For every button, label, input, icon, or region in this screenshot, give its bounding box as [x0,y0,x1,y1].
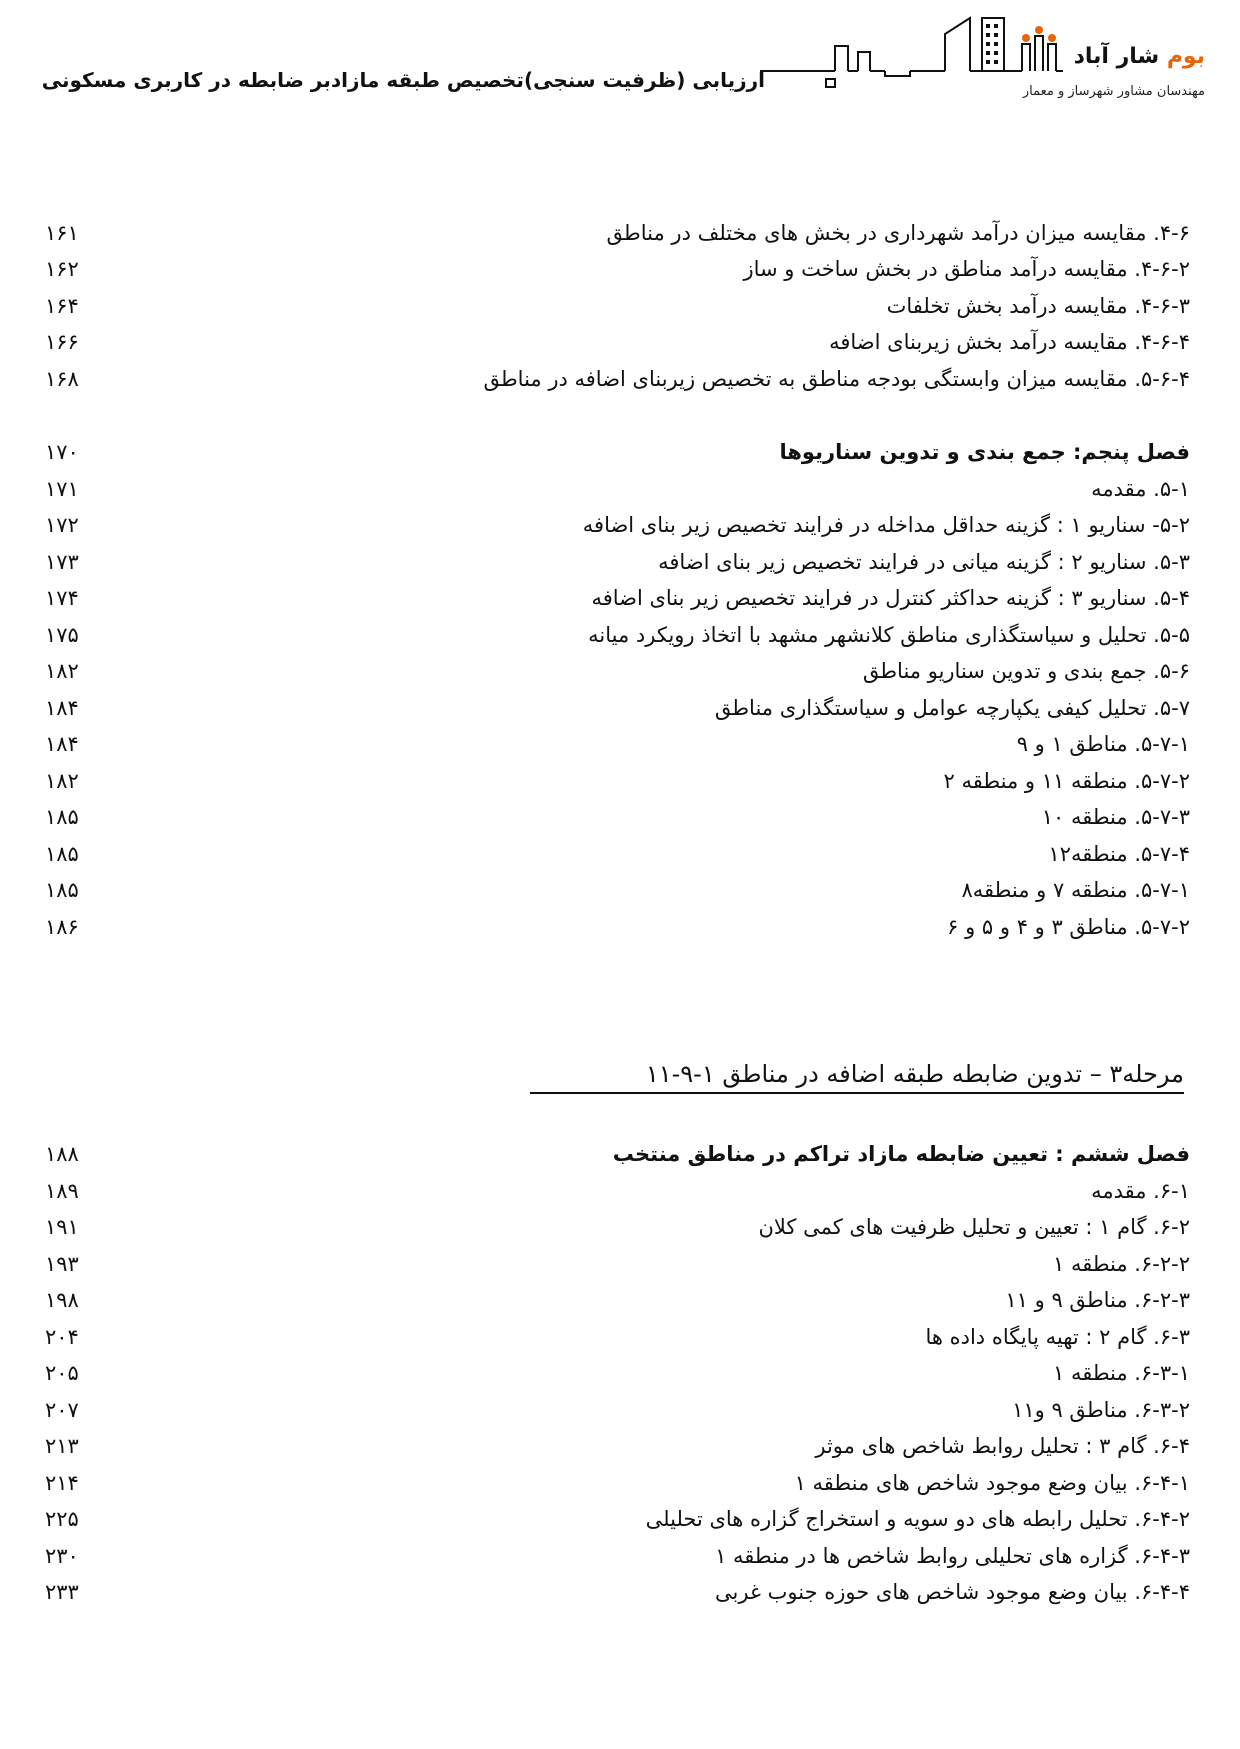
toc-entry-title: ۶-۲. گام ۱ : تعیین و تحلیل ظرفیت های کمی کلان [758,1215,1190,1239]
toc-entry-page: ۲۱۴ [45,1471,79,1495]
toc-entry [45,909,1190,945]
toc-entry-page: ۱۶۴ [45,294,79,318]
toc-entry [45,872,1190,908]
toc-entry-page: ۱۷۰ [45,440,79,464]
toc-entry-page: ۱۷۴ [45,586,79,610]
toc-entry [45,1282,1190,1318]
toc-entry [45,361,1190,397]
page-header [0,0,1240,130]
toc-entry-page: ۱۸۵ [45,878,79,902]
toc-entry-page: ۱۷۲ [45,513,79,537]
toc-entry [45,580,1190,616]
toc-entry [45,726,1190,762]
toc-entry-page: ۲۱۳ [45,1434,79,1458]
toc-entry [45,324,1190,360]
toc-entry [45,1574,1190,1610]
toc-entry-title: ۵-۷. تحلیل کیفی یکپارچه عوامل و سیاستگذاری مناطق [714,696,1190,720]
toc-entry [45,653,1190,689]
toc-entry-page: ۱۷۱ [45,477,79,501]
toc-entry-page: ۱۸۸ [45,1142,79,1166]
toc-entry-page: ۲۰۴ [45,1325,79,1349]
toc-entry-page: ۱۸۶ [45,915,79,939]
toc-entry-title: ۵-۲- سناریو ۱ : گزینه حداقل مداخله در فرایند تخصیص زیر بنای اضافه [582,513,1190,537]
toc-entry-title: ۵-۷-۱. مناطق ۱ و ۹ [1016,732,1190,756]
toc-entry-page: ۲۰۷ [45,1398,79,1422]
toc-entry [45,836,1190,872]
toc-entry [45,1392,1190,1428]
toc-entry-page: ۱۸۴ [45,732,79,756]
toc-entry-title: ۵-۷-۳. منطقه ۱۰ [1041,805,1190,829]
toc-entry [45,251,1190,287]
toc-entry-page: ۲۲۵ [45,1507,79,1531]
toc-entry-title: ۶-۳-۱. منطقه ۱ [1052,1361,1190,1385]
toc-entry-title: ۶-۴-۴. بیان وضع موجود شاخص های حوزه جنوب غربی [715,1580,1190,1604]
toc-entry [45,471,1190,507]
toc-entry-title: ۴-۶. مقایسه میزان درآمد شهرداری در بخش های مختلف در مناطق [606,221,1190,245]
toc-entry-page: ۱۹۸ [45,1288,79,1312]
toc-entry [45,799,1190,835]
toc-chapter-heading [45,1136,1190,1172]
toc-entry-title: ۶-۴-۲. تحلیل رابطه های دو سویه و استخراج گزاره های تحلیلی [645,1507,1190,1531]
toc-entry-title: فصل پنجم: جمع بندی و تدوین سناریوها [779,440,1190,464]
brand-name [1050,44,1205,69]
toc-entry-title: ۶-۳. گام ۲ : تهیه پایگاه داده ها [925,1325,1190,1349]
toc-entry [45,1246,1190,1282]
toc-entry-page: ۱۸۵ [45,842,79,866]
toc-entry-page: ۱۷۵ [45,623,79,647]
toc-entry-page: ۱۷۳ [45,550,79,574]
toc-entry-title: فصل ششم : تعیین ضابطه مازاد تراکم در مناطق منتخب [612,1142,1190,1166]
toc-entry-title: ۵-۶. جمع بندی و تدوین سناریو مناطق [862,659,1190,683]
toc-entry [45,690,1190,726]
toc-entry-title: ۶-۲-۲. منطقه ۱ [1052,1252,1190,1276]
toc-entry-page: ۱۸۲ [45,659,79,683]
toc-entry [45,544,1190,580]
toc-entry [45,215,1190,251]
toc-entry-page: ۱۶۲ [45,257,79,281]
toc-entry [45,1428,1190,1464]
toc-entry-title: ۵-۵. تحلیل و سیاستگذاری مناطق کلانشهر مشهد با اتخاذ رویکرد میانه [588,623,1190,647]
brand-name-accent: بوم [1166,44,1205,69]
toc-entry-page: ۲۳۳ [45,1580,79,1604]
toc-entry [45,507,1190,543]
toc-entry [45,1355,1190,1391]
toc-entry-page: ۱۶۱ [45,221,79,245]
brand-tagline: مهندسان مشاور شهرساز و معمار [1022,84,1205,99]
toc-entry-page: ۱۸۴ [45,696,79,720]
toc-entry-title: ۶-۴-۳. گزاره های تحلیلی روابط شاخص ها در منطقه ۱ [715,1544,1190,1568]
toc-entry-title: ۵-۷-۲. منطقه ۱۱ و منطقه ۲ [943,769,1190,793]
toc-entry [45,1173,1190,1209]
toc-entry-title: ۵-۷-۱. منطقه ۷ و منطقه۸ [961,878,1190,902]
toc-entry-title: ۵-۷-۴. منطقه۱۲ [1048,842,1190,866]
toc-entry-page: ۱۹۱ [45,1215,79,1239]
toc-entry [45,1319,1190,1355]
toc-chapter-heading [45,434,1190,470]
toc-entry [45,1465,1190,1501]
toc-entry-page: ۲۰۵ [45,1361,79,1385]
toc-entry-title: ۴-۶-۴. مقایسه درآمد بخش زیربنای اضافه [829,330,1190,354]
toc-entry-title: ۵-۶-۴. مقایسه میزان وابستگی بودجه مناطق به تخصیص زیربنای اضافه در مناطق [483,367,1190,391]
toc-entry-page: ۲۳۰ [45,1544,79,1568]
toc-entry [45,617,1190,653]
toc-entry-title: ۴-۶-۳. مقایسه درآمد بخش تخلفات [886,294,1190,318]
brand-name-prefix: شار آباد [1073,44,1160,69]
toc-entry-title: ۶-۴. گام ۳ : تحلیل روابط شاخص های موثر [815,1434,1190,1458]
toc-entry-page: ۱۸۲ [45,769,79,793]
toc-entry [45,763,1190,799]
toc-entry-title: ۶-۲-۳. مناطق ۹ و ۱۱ [1005,1288,1190,1312]
toc-entry-page: ۱۶۸ [45,367,79,391]
toc-entry [45,1501,1190,1537]
toc-entry [45,288,1190,324]
toc-entry-title: ۴-۶-۲. مقایسه درآمد مناطق در بخش ساخت و ساز [743,257,1190,281]
toc-entry-title: ۵-۱. مقدمه [1091,477,1190,501]
toc-entry-title: ۶-۳-۲. مناطق ۹ و۱۱ [1012,1398,1190,1422]
toc-entry-page: ۱۹۳ [45,1252,79,1276]
toc-entry-title: ۵-۴. سناریو ۳ : گزینه حداکثر کنترل در فرایند تخصیص زیر بنای اضافه [591,586,1190,610]
toc-entry-page: ۱۸۵ [45,805,79,829]
toc-entry [45,1538,1190,1574]
toc-entry-page: ۱۸۹ [45,1179,79,1203]
document-title: ارزیابی (ظرفیت سنجی)تخصیص طبقه مازادبر ضابطه در کاربری مسکونی [41,68,765,92]
toc-entry [45,1209,1190,1245]
toc-entry-title: ۵-۳. سناریو ۲ : گزینه میانی در فرایند تخصیص زیر بنای اضافه [658,550,1190,574]
toc-entry-title: ۵-۷-۲. مناطق ۳ و ۴ و ۵ و ۶ [947,915,1190,939]
toc-entry-title: ۶-۱. مقدمه [1091,1179,1190,1203]
toc-entry-title: ۶-۴-۱. بیان وضع موجود شاخص های منطقه ۱ [794,1471,1190,1495]
stage-heading: مرحله۳ – تدوین ضابطه طبقه اضافه در مناطق ۱-۹-۱۱ [530,1060,1184,1094]
toc-entry-page: ۱۶۶ [45,330,79,354]
